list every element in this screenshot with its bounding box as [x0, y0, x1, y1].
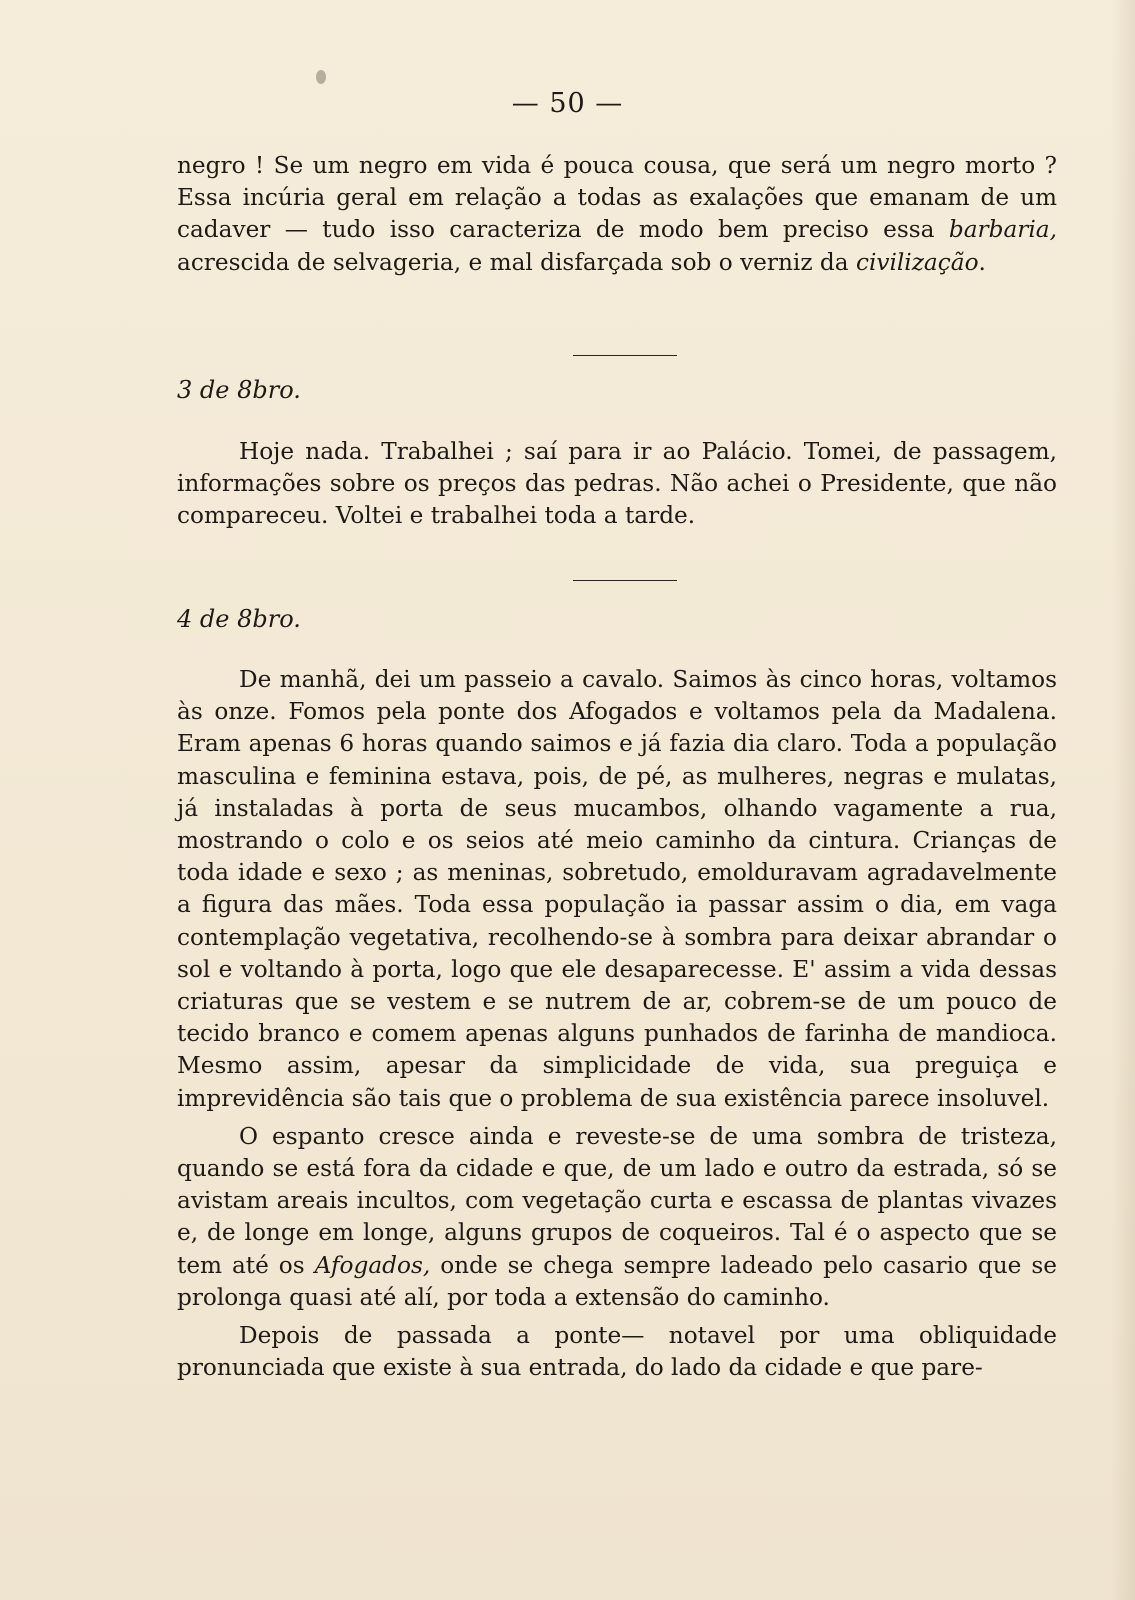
text-run: onde se chega sempre ladeado pelo casario que se prolonga quasi até alí, por toda a extensão do caminho.: [177, 1251, 1057, 1311]
entry-date-heading: 3 de 8bro.: [177, 376, 301, 404]
paragraph: [177, 1121, 1057, 1314]
paragraph: De manhã, dei um passeio a cavalo. Saimos às cinco horas, voltamos às onze. Fomos pela ponte dos Afogados e voltamos pela da Madalena. Eram apenas 6 horas quando saimos e já fazia dia claro. Toda a população masculina e feminina estava, pois, de pé, as mulheres, negras e mulatas, já instaladas à porta de seus mucambos, olhando vagamente a rua, mostrando o colo e os seios até meio caminho da cintura. Crianças de toda idade e sexo ; as meninas, sobretudo, emolduravam agradavelmente a figura das mães. Toda essa população ia passar assim o dia, em vaga contemplação vegetativa, recolhendo-se à sombra para deixar abrandar o sol e voltando à porta, logo que ele desaparecesse. E' assim a vida dessas criaturas que se vestem e se nutrem de ar, cobrem-se de um pouco de tecido branco e comem apenas alguns punhados de farinha de mandioca. Mesmo assim, apesar da simplicidade de vida, sua preguiça e imprevidência são tais que o problema de sua existência parece insoluvel.: [177, 666, 1057, 1112]
text-run: acrescida de selvageria, e mal disfarçada sob o verniz da: [177, 248, 856, 276]
text-run: O espanto cresce ainda e reveste-se de uma sombra de tristeza, quando se está fora da cidade e que, de um lado e outro da estrada, só se avistam areais incultos, com vegetação curta e escassa de plantas vivazes e, de longe em longe, alguns grupos de coqueiros. Tal é o aspecto que se tem até os: [177, 1122, 1057, 1279]
italic-place-name: Afogados,: [314, 1251, 431, 1279]
page-edge-shadow: [1111, 0, 1135, 1600]
text-run: negro ! Se um negro em vida é pouca cousa, que será um negro morto ? Essa incúria geral em relação a todas as exalações que emanam de um cadaver — tudo isso caracteriza de modo bem preciso essa: [177, 152, 1057, 244]
paragraph: Hoje nada. Trabalhei ; saí para ir ao Palácio. Tomei, de passagem, informações sobre os preços das pedras. Não achei o Presidente, que não compareceu. Voltei e trabalhei toda a tarde.: [177, 438, 1057, 530]
paragraph: Depois de passada a ponte— notavel por uma obliquidade pronunciada que existe à sua entrada, do lado da cidade e que pare-: [177, 1322, 1057, 1382]
text-run: .: [978, 248, 986, 276]
paper-spot: [316, 70, 326, 84]
entry-body: [177, 664, 1057, 1384]
paragraph: [177, 150, 1057, 279]
page-number: — 50 —: [511, 88, 624, 119]
entry-date-heading: 4 de 8bro.: [177, 605, 301, 633]
italic-term: barbaria,: [948, 216, 1057, 244]
paragraph-continuation: [177, 150, 1057, 279]
section-divider: [573, 580, 677, 581]
entry-body: [177, 436, 1057, 533]
italic-term: civilização: [855, 248, 979, 276]
section-divider: [573, 355, 677, 356]
